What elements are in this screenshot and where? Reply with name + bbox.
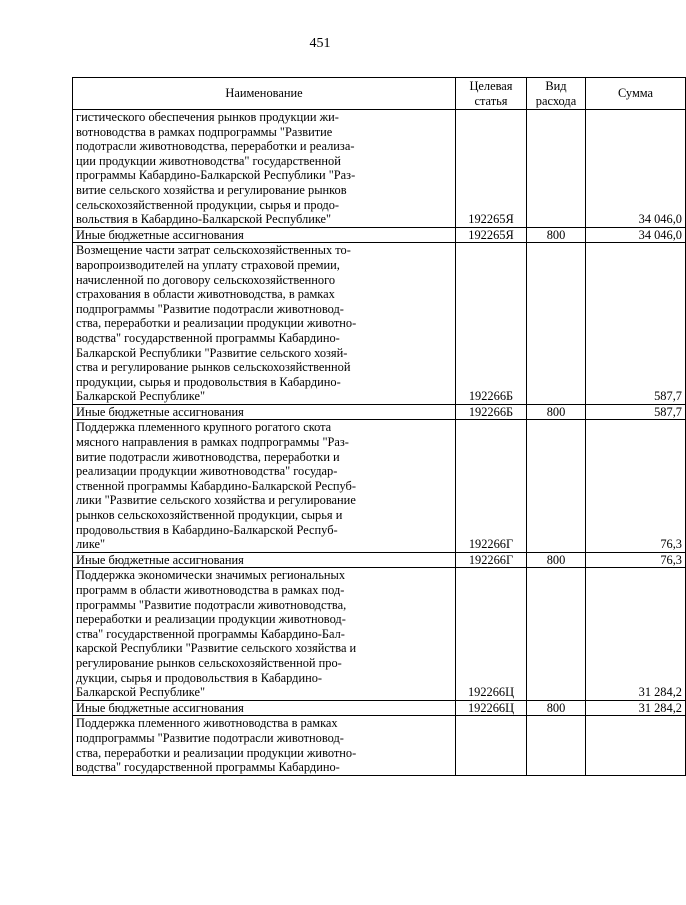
row-name-line: Поддержка экономически значимых региональных [76,568,346,583]
row-name-line: варопроизводителей на уплату страховой премии, [76,257,340,272]
table-row [73,227,686,243]
row-type [527,716,586,775]
table-row [73,110,686,228]
row-name-line: Поддержка племенного животноводства в рамках [76,716,338,731]
table-row [73,404,686,420]
row-type: 800 [527,700,586,716]
row-name-line: карской Республики "Развитие сельского хозяйства и [76,641,357,656]
row-name-line: подпрограммы "Развитие подотрасли животновод- [76,301,344,316]
row-code: 192265Я [456,227,527,243]
page-number: 451 [309,36,331,51]
row-name-line: Иные бюджетные ассигнования [76,700,244,715]
row-amount: 31 284,2 [586,568,686,700]
row-name [73,420,456,552]
row-code: 192266Б [456,404,527,420]
budget-table [72,77,686,776]
row-name [73,716,456,775]
row-name [73,227,456,243]
row-name-line: ства, переработки и реализации продукции животно- [76,745,357,760]
row-amount: 34 046,0 [586,227,686,243]
table-row [73,568,686,700]
row-name [73,552,456,568]
row-type [527,568,586,700]
row-name-line: программы Кабардино-Балкарской Республики "Раз- [76,168,356,183]
row-name-line: Иные бюджетные ассигнования [76,404,244,419]
row-amount: 76,3 [586,420,686,552]
row-name [73,700,456,716]
row-name-line: ственной программы Кабардино-Балкарской Респуб- [76,478,356,493]
row-type: 800 [527,227,586,243]
table-row [73,552,686,568]
header-type: Вид расхода [527,78,586,110]
row-name-line: программы "Развитие подотрасли животноводства, [76,597,347,612]
row-name-line: Балкарской Республике" [76,685,206,700]
row-name-line: начисленной по договору сельскохозяйственного [76,272,336,287]
row-name-line: регулирование рынков сельскохозяйственной про- [76,655,342,670]
row-type [527,110,586,228]
row-code: 192266Ц [456,700,527,716]
row-name-line: реализации продукции животноводства" государ- [76,464,338,479]
row-name-line: Балкарской Республике" [76,389,206,404]
row-name-line: страхования в области животноводства, в рамках [76,287,335,302]
row-name [73,110,456,228]
row-name-line: дукции, сырья и продовольствия в Кабардино- [76,670,323,685]
row-name-line: мясного направления в рамках подпрограммы "Раз- [76,435,349,450]
row-name-line: водства" государственной программы Кабардино- [76,760,340,775]
row-type [527,420,586,552]
row-amount [586,716,686,775]
row-name-line: лике" [76,537,106,552]
row-code: 192266Ц [456,568,527,700]
table-row [73,243,686,405]
row-name-line: Иные бюджетные ассигнования [76,227,244,242]
row-code: 192266Г [456,420,527,552]
table-row [73,420,686,552]
row-code [456,716,527,775]
header-name: Наименование [73,78,456,110]
table-row [73,716,686,775]
row-name-line: подпрограммы "Развитие подотрасли животновод- [76,730,344,745]
row-name-line: водства" государственной программы Кабардино- [76,330,340,345]
row-name-line: Поддержка племенного крупного рогатого скота [76,420,332,435]
row-name-line: сельскохозяйственной продукции, сырья и продо- [76,197,340,212]
row-code: 192266Б [456,243,527,405]
row-name [73,243,456,405]
row-name-line: Иные бюджетные ассигнования [76,552,244,567]
row-name-line: витие подотрасли животноводства, переработки и [76,449,340,464]
row-name-line: ства, переработки и реализации продукции животно- [76,316,357,331]
table-header-row [73,78,686,110]
row-amount: 587,7 [586,243,686,405]
row-name-line: ства и регулирование рынков сельскохозяйственной [76,360,351,375]
row-name [73,404,456,420]
row-type [527,243,586,405]
row-name-line: гистического обеспечения рынков продукции жи- [76,110,339,124]
row-amount: 587,7 [586,404,686,420]
row-name-line: ции продукции животноводства" государственной [76,153,341,168]
row-name-line: Возмещение части затрат сельскохозяйственных то- [76,243,351,258]
row-type: 800 [527,552,586,568]
row-code: 192265Я [456,110,527,228]
row-name-line: Балкарской Республики "Развитие сельского хозяй- [76,345,348,360]
row-type: 800 [527,404,586,420]
row-name-line: вольствия в Кабардино-Балкарской Республике" [76,212,332,227]
row-name-line: продукции, сырья и продовольствия в Кабардино- [76,374,341,389]
row-name-line: витие сельского хозяйства и регулирование рынков [76,182,347,197]
row-name-line: ства" государственной программы Кабардино-Бал- [76,626,345,641]
row-code: 192266Г [456,552,527,568]
row-name-line: подотрасли животноводства, переработки и реализа- [76,139,355,154]
table-body [73,110,686,776]
row-name-line: лики "Развитие сельского хозяйства и регулирование [76,493,356,508]
row-name-line: программ в области животноводства в рамках под- [76,583,345,597]
header-amount: Сумма [586,78,686,110]
row-name-line: переработки и реализации продукции животновод- [76,612,346,627]
row-amount: 34 046,0 [586,110,686,228]
row-name [73,568,456,700]
row-name-line: продовольствия в Кабардино-Балкарской Респуб- [76,522,338,537]
row-amount: 76,3 [586,552,686,568]
row-name-line: вотноводства в рамках подпрограммы "Развитие [76,124,333,139]
row-amount: 31 284,2 [586,700,686,716]
row-name-line: рынков сельскохозяйственной продукции, сырья и [76,508,343,523]
header-code: Целевая статья [456,78,527,110]
table-row [73,700,686,716]
